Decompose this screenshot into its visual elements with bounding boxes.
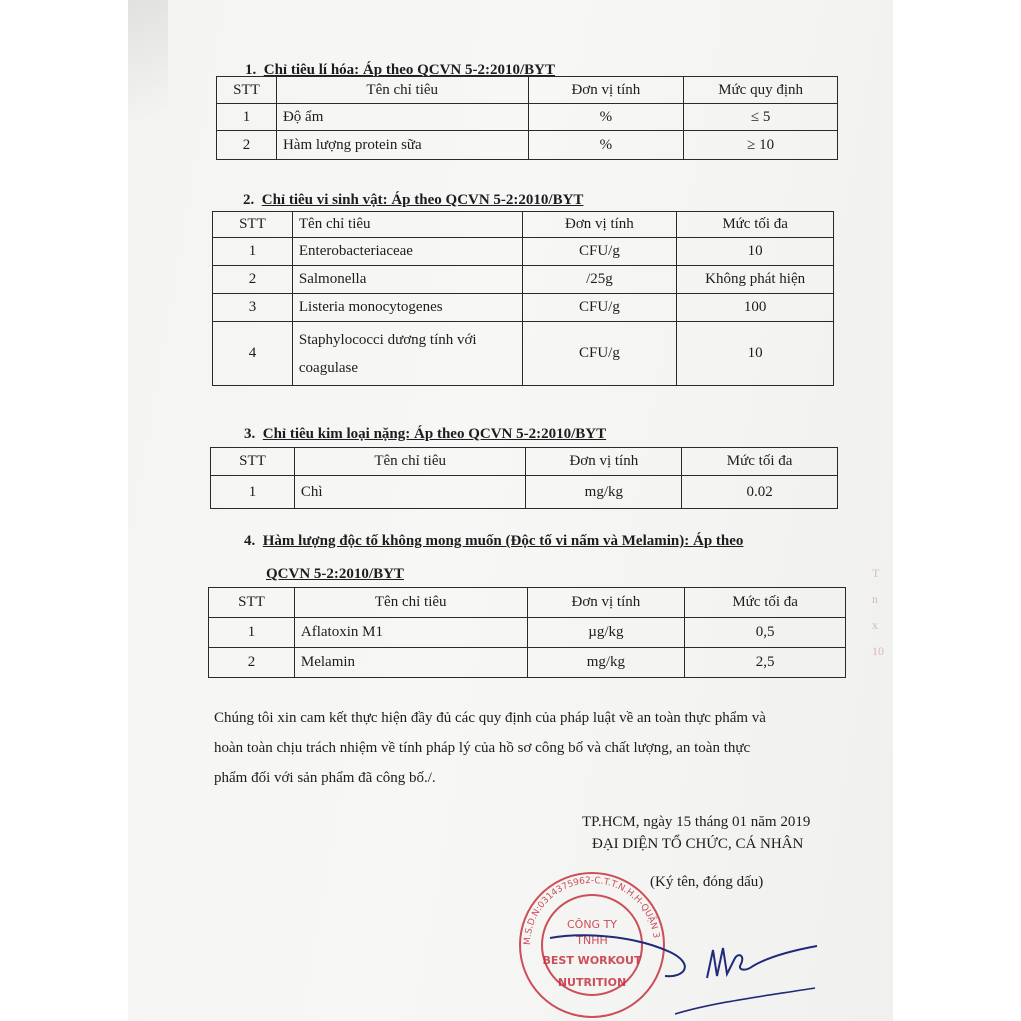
cell-unit: % <box>528 131 684 160</box>
section-4-title-text: Hàm lượng độc tố không mong muốn (Độc tố vi nấm và Melamin): Áp theo <box>262 533 744 549</box>
cell-name: Chì <box>294 476 526 509</box>
cell-limit: 100 <box>677 294 834 322</box>
cell-stt: 1 <box>211 476 295 509</box>
section-3-title <box>244 426 606 443</box>
section-4-title <box>244 533 743 550</box>
header-name: Tên chỉ tiêu <box>276 77 528 104</box>
table-heavy-metals <box>210 447 838 509</box>
stamp-line-3: BEST WORKOUT <box>542 954 642 967</box>
table-toxins <box>208 587 846 678</box>
cell-limit: 0,5 <box>685 618 846 648</box>
table-row <box>209 618 846 648</box>
section-4-title-line2 <box>266 566 404 583</box>
table-row <box>213 238 834 266</box>
table-header-row <box>209 588 846 618</box>
header-stt: STT <box>213 212 293 238</box>
header-stt: STT <box>217 77 277 104</box>
table-header-row <box>217 77 838 104</box>
commitment-line: Chúng tôi xin cam kết thực hiện đầy đủ các quy định của pháp luật về an toàn thực phẩm và <box>214 710 766 726</box>
section-1-number: 1. <box>245 62 257 78</box>
cell-name: Listeria monocytogenes <box>292 294 522 322</box>
cell-limit: 10 <box>677 238 834 266</box>
cell-unit: /25g <box>522 266 677 294</box>
cell-name: Hàm lượng protein sữa <box>276 131 528 160</box>
cell-stt: 2 <box>209 648 295 678</box>
header-unit: Đơn vị tính <box>522 212 677 238</box>
header-name: Tên chỉ tiêu <box>294 448 526 476</box>
cell-stt: 1 <box>213 238 293 266</box>
cell-limit: 0.02 <box>682 476 838 509</box>
section-4-number: 4. <box>244 533 256 549</box>
table-row <box>213 266 834 294</box>
cell-stt: 1 <box>217 104 277 131</box>
cell-limit: ≥ 10 <box>684 131 838 160</box>
table-row <box>213 294 834 322</box>
header-stt: STT <box>209 588 295 618</box>
cell-limit: Không phát hiện <box>677 266 834 294</box>
table-row <box>209 648 846 678</box>
cell-name: Độ ẩm <box>276 104 528 131</box>
section-2-number: 2. <box>243 192 255 208</box>
section-2-title-text: Chỉ tiêu vi sinh vật: Áp theo QCVN 5-2:2010/BYT <box>261 192 584 208</box>
cell-stt: 2 <box>217 131 277 160</box>
header-limit: Mức tối đa <box>682 448 838 476</box>
stamp-ring-text: M.S.D.N:0314375962-C.T.T.N.H.H-QUẬN 3 <box>522 875 661 946</box>
commitment-line: phẩm đối với sản phẩm đã công bố./. <box>214 770 436 786</box>
commitment-line: hoàn toàn chịu trách nhiệm về tính pháp lý của hồ sơ công bố và chất lượng, an toàn thực <box>214 740 751 756</box>
header-stt: STT <box>211 448 295 476</box>
header-unit: Đơn vị tính <box>526 448 682 476</box>
cell-unit: CFU/g <box>522 238 677 266</box>
cell-stt: 3 <box>213 294 293 322</box>
sign-note: (Ký tên, đóng dấu) <box>650 874 764 890</box>
commitment-paragraph <box>214 703 854 793</box>
table-row <box>217 104 838 131</box>
cell-limit: 2,5 <box>685 648 846 678</box>
cell-limit: 10 <box>677 322 834 386</box>
cell-stt: 2 <box>213 266 293 294</box>
cell-unit: CFU/g <box>522 294 677 322</box>
section-4-title-line2-text: QCVN 5-2:2010/BYT <box>266 566 404 582</box>
cell-unit: mg/kg <box>527 648 685 678</box>
stamp-line-1: CÔNG TY <box>566 918 618 931</box>
representative-title: ĐẠI DIỆN TỔ CHỨC, CÁ NHÂN <box>592 836 804 852</box>
cell-name: Staphylococci dương tính với coagulase <box>292 322 522 386</box>
cell-unit: µg/kg <box>527 618 685 648</box>
page-shadow <box>128 0 168 120</box>
section-2-title <box>243 192 583 209</box>
cell-unit: mg/kg <box>526 476 682 509</box>
bleed-through-marks: T n x 10 <box>872 566 884 658</box>
header-name: Tên chỉ tiêu <box>292 212 522 238</box>
place-date: TP.HCM, ngày 15 tháng 01 năm 2019 <box>582 814 811 830</box>
section-3-title-text: Chỉ tiêu kim loại nặng: Áp theo QCVN 5-2:2010/BYT <box>262 426 607 442</box>
table-header-row <box>213 212 834 238</box>
cell-name: Enterobacteriaceae <box>292 238 522 266</box>
table-microbiological <box>212 211 834 386</box>
table-row <box>217 131 838 160</box>
header-unit: Đơn vị tính <box>527 588 685 618</box>
cell-name: Aflatoxin M1 <box>294 618 527 648</box>
cell-unit: % <box>528 104 684 131</box>
header-limit: Mức tối đa <box>685 588 846 618</box>
handwritten-signature-icon <box>542 930 835 1021</box>
header-name: Tên chỉ tiêu <box>294 588 527 618</box>
table-row <box>211 476 838 509</box>
header-limit: Mức tối đa <box>677 212 834 238</box>
cell-name: Melamin <box>294 648 527 678</box>
section-1-title-text: Chỉ tiêu lí hóa: Áp theo QCVN 5-2:2010/BYT <box>263 62 556 78</box>
table-row <box>213 322 834 386</box>
section-3-number: 3. <box>244 426 256 442</box>
header-unit: Đơn vị tính <box>528 77 684 104</box>
header-limit: Mức quy định <box>684 77 838 104</box>
table-header-row <box>211 448 838 476</box>
cell-name: Salmonella <box>292 266 522 294</box>
stamp-line-2: TNHH <box>576 934 608 947</box>
stamp-line-4: NUTRITION <box>557 976 627 989</box>
cell-unit: CFU/g <box>522 322 677 386</box>
table-physicochemical <box>216 76 838 160</box>
cell-stt: 1 <box>209 618 295 648</box>
cell-stt: 4 <box>213 322 293 386</box>
cell-limit: ≤ 5 <box>684 104 838 131</box>
